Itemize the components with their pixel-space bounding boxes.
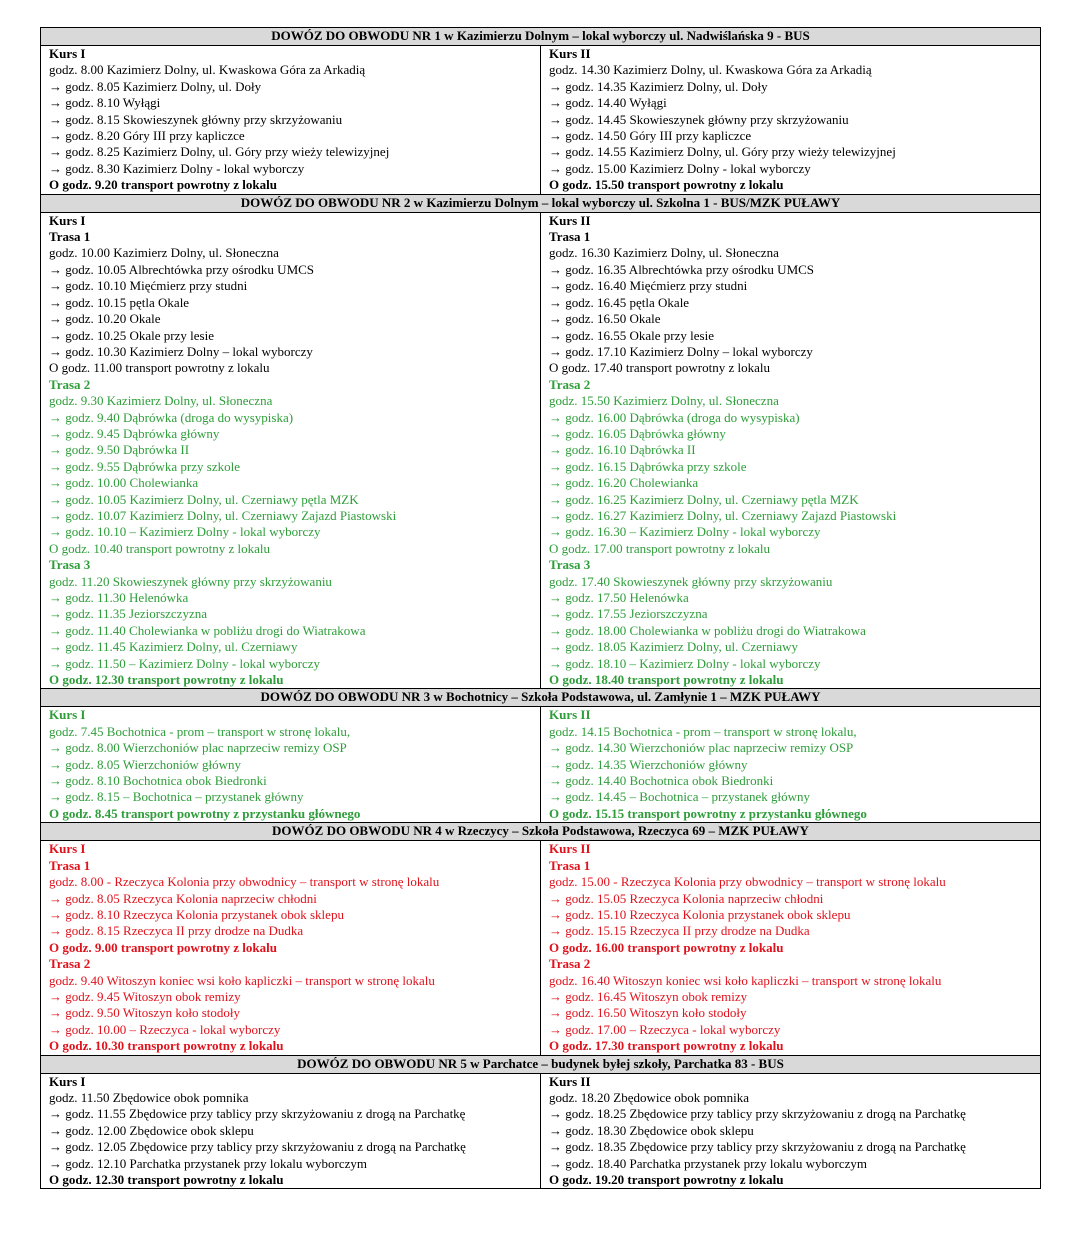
schedule-heading-line: O godz. 18.40 transport powrotny z lokalu — [549, 672, 784, 688]
schedule-stop-line: → godz. 11.45 Kazimierz Dolny, ul. Czerniawy — [49, 639, 298, 655]
schedule-stop-line: → godz. 12.10 Parchatka przystanek przy lokalu wyborczym — [49, 1155, 368, 1171]
schedule-stop-line: → godz. 17.50 Helenówka — [549, 590, 689, 605]
kurs-ii-column — [541, 1073, 1041, 1189]
schedule-stop-line: → godz. 16.30 – Kazimierz Dolny - lokal wyborczy — [549, 524, 821, 540]
route-block — [549, 707, 1032, 822]
schedule-heading-line: Trasa 1 — [549, 857, 591, 873]
schedule-stop-line: → godz. 16.45 Witoszyn obok remizy — [549, 988, 748, 1004]
kurs-i-column — [41, 841, 541, 1055]
schedule-stop-line: → godz. 18.30 Zbędowice obok sklepu — [549, 1122, 754, 1138]
schedule-heading-line: Trasa 1 — [49, 229, 91, 245]
schedule-heading-line: Kurs I — [49, 841, 86, 857]
schedule-document — [40, 27, 1041, 1189]
schedule-stop-line: godz. 11.50 Zbędowice obok pomnika — [49, 1089, 249, 1105]
schedule-heading-line: Trasa 2 — [549, 956, 591, 972]
schedule-stop-line: → godz. 8.10 Rzeczyca Kolonia przystanek obok sklepu — [49, 906, 344, 922]
schedule-stop-line: → godz. 15.15 Rzeczyca II przy drodze na Dudka — [549, 923, 810, 939]
schedule-heading-line: Kurs I — [49, 46, 86, 61]
transport-schedule-table — [40, 27, 1041, 1189]
schedule-stop-line: → godz. 16.35 Albrechtówka przy ośrodku UMCS — [549, 261, 815, 277]
kurs-i-column — [41, 707, 541, 823]
kurs-i-column — [41, 46, 541, 195]
schedule-stop-line: → godz. 8.05 Rzeczyca Kolonia naprzeciw chłodni — [49, 890, 317, 906]
schedule-stop-line: → godz. 17.10 Kazimierz Dolny – lokal wyborczy — [549, 343, 813, 359]
section-title: DOWÓZ DO OBWODU NR 2 w Kazimierzu Dolnym – lokal wyborczy ul. Szkolna 1 - BUS/MZK PUŁAWY — [41, 194, 1041, 212]
schedule-stop-line: → godz. 14.55 Kazimierz Dolny, ul. Góry przy wieży telewizyjnej — [549, 144, 896, 160]
schedule-heading-line: Kurs I — [49, 707, 86, 723]
schedule-stop-line: → godz. 18.40 Parchatka przystanek przy lokalu wyborczym — [549, 1155, 868, 1171]
schedule-stop-line: → godz. 14.35 Wierzchoniów główny — [549, 756, 748, 772]
section-body-row — [41, 1073, 1041, 1189]
schedule-stop-line: → godz. 10.07 Kazimierz Dolny, ul. Czerniawy Zajazd Piastowski — [49, 507, 397, 523]
section-header-row — [41, 28, 1041, 46]
schedule-stop-line: godz. 17.40 Skowieszynek główny przy skrzyżowaniu — [549, 573, 833, 589]
schedule-heading-line: Trasa 1 — [549, 229, 591, 245]
schedule-stop-line: → godz. 10.00 – Rzeczyca - lokal wyborczy — [49, 1021, 281, 1037]
schedule-stop-line: godz. 15.00 - Rzeczyca Kolonia przy obwodnicy – transport w stronę lokalu — [549, 874, 946, 890]
schedule-stop-line: → godz. 16.10 Dąbrówka II — [549, 442, 696, 458]
schedule-stop-line: → godz. 10.05 Kazimierz Dolny, ul. Czerniawy pętla MZK — [49, 491, 359, 507]
route-block — [49, 1074, 532, 1189]
route-block — [549, 213, 1032, 377]
schedule-stop-line: O godz. 17.00 transport powrotny z lokalu — [549, 540, 770, 556]
schedule-stop-line: → godz. 14.30 Wierzchoniów plac naprzeciw remizy OSP — [549, 740, 854, 756]
schedule-stop-line: → godz. 9.40 Dąbrówka (droga do wysypiska) — [49, 409, 294, 425]
section-header-row — [41, 823, 1041, 841]
schedule-stop-line: → godz. 16.45 pętla Okale — [549, 294, 690, 310]
schedule-stop-line: → godz. 14.50 Góry III przy kapliczce — [549, 128, 752, 144]
schedule-stop-line: → godz. 8.10 Wyłągi — [49, 95, 161, 111]
section-header-row — [41, 1055, 1041, 1073]
schedule-heading-line: O godz. 16.00 transport powrotny z lokalu — [549, 939, 784, 955]
schedule-stop-line: O godz. 17.40 transport powrotny z lokalu — [549, 360, 770, 376]
schedule-heading-line: Trasa 2 — [549, 376, 591, 392]
kurs-ii-column — [541, 46, 1041, 195]
schedule-stop-line: → godz. 15.10 Rzeczyca Kolonia przystanek obok sklepu — [549, 906, 851, 922]
kurs-i-column — [41, 212, 541, 689]
schedule-stop-line: → godz. 16.50 Witoszyn koło stodoły — [549, 1005, 747, 1021]
route-block — [549, 377, 1032, 689]
route-block — [49, 213, 532, 377]
schedule-stop-line: → godz. 11.40 Cholewianka w pobliżu drogi do Wiatrakowa — [49, 622, 366, 638]
section-body-row — [41, 707, 1041, 823]
schedule-stop-line: → godz. 18.10 – Kazimierz Dolny - lokal wyborczy — [549, 655, 821, 671]
schedule-heading-line: Kurs II — [549, 707, 591, 723]
schedule-stop-line: → godz. 10.00 Cholewianka — [49, 475, 199, 491]
section-header-row — [41, 689, 1041, 707]
schedule-heading-line: O godz. 8.45 transport powrotny z przystanku głównego — [49, 805, 361, 821]
schedule-heading-line: Trasa 1 — [49, 857, 91, 873]
schedule-stop-line: godz. 11.20 Skowieszynek główny przy skrzyżowaniu — [49, 573, 332, 589]
schedule-stop-line: godz. 16.30 Kazimierz Dolny, ul. Słoneczna — [549, 245, 779, 261]
schedule-stop-line: → godz. 18.00 Cholewianka w pobliżu drogi do Wiatrakowa — [549, 622, 866, 638]
schedule-stop-line: → godz. 14.40 Bochotnica obok Biedronki — [549, 773, 774, 789]
schedule-stop-line: → godz. 11.55 Zbędowice przy tablicy przy skrzyżowaniu z drogą na Parchatkę — [49, 1106, 466, 1122]
schedule-stop-line: → godz. 16.27 Kazimierz Dolny, ul. Czerniawy Zajazd Piastowski — [549, 507, 897, 523]
section-title: DOWÓZ DO OBWODU NR 4 w Rzeczycy – Szkoła Podstawowa, Rzeczyca 69 – MZK PUŁAWY — [41, 823, 1041, 841]
schedule-heading-line: O godz. 9.20 transport powrotny z lokalu — [49, 177, 277, 193]
schedule-stop-line: → godz. 17.00 – Rzeczyca - lokal wyborczy — [549, 1021, 781, 1037]
schedule-heading-line: Kurs II — [549, 1073, 591, 1089]
schedule-stop-line: → godz. 12.00 Zbędowice obok sklepu — [49, 1122, 254, 1138]
schedule-stop-line: → godz. 10.10 Mięćmierz przy studni — [49, 278, 248, 294]
schedule-stop-line: → godz. 8.10 Bochotnica obok Biedronki — [49, 773, 267, 789]
route-block — [549, 841, 1032, 1054]
schedule-stop-line: → godz. 9.45 Dąbrówka główny — [49, 425, 220, 441]
schedule-stop-line: → godz. 11.30 Helenówka — [49, 590, 189, 605]
schedule-heading-line: O godz. 17.30 transport powrotny z lokalu — [549, 1038, 784, 1054]
section-body-row — [41, 841, 1041, 1055]
schedule-stop-line: → godz. 12.05 Zbędowice przy tablicy przy skrzyżowaniu z drogą na Parchatkę — [49, 1139, 466, 1155]
schedule-stop-line: godz. 18.20 Zbędowice obok pomnika — [549, 1089, 750, 1105]
schedule-heading-line: O godz. 9.00 transport powrotny z lokalu — [49, 939, 277, 955]
route-block — [49, 377, 532, 689]
schedule-stop-line: → godz. 15.00 Kazimierz Dolny - lokal wyborczy — [549, 160, 811, 176]
schedule-stop-line: → godz. 14.45 Skowieszynek główny przy skrzyżowaniu — [549, 111, 849, 127]
schedule-stop-line: godz. 14.15 Bochotnica - prom – transport w stronę lokalu, — [549, 723, 857, 739]
kurs-i-column — [41, 1073, 541, 1189]
section-body-row — [41, 46, 1041, 195]
schedule-stop-line: → godz. 16.55 Okale przy lesie — [549, 327, 714, 343]
schedule-stop-line: → godz. 8.15 Skowieszynek główny przy skrzyżowaniu — [49, 111, 343, 127]
schedule-stop-line: → godz. 9.55 Dąbrówka przy szkole — [49, 458, 240, 474]
route-block — [49, 707, 532, 822]
route-block — [49, 841, 532, 1054]
schedule-heading-line: Trasa 2 — [49, 956, 91, 972]
schedule-stop-line: → godz. 8.05 Wierzchoniów główny — [49, 756, 242, 772]
schedule-stop-line: → godz. 10.30 Kazimierz Dolny – lokal wyborczy — [49, 343, 313, 359]
schedule-stop-line: → godz. 8.25 Kazimierz Dolny, ul. Góry przy wieży telewizyjnej — [49, 144, 390, 160]
section-body-row — [41, 212, 1041, 689]
schedule-stop-line: → godz. 11.35 Jeziorszczyzna — [49, 606, 207, 622]
route-block — [549, 1074, 1032, 1189]
schedule-stop-line: → godz. 10.20 Okale — [49, 311, 161, 327]
route-block — [549, 46, 1032, 194]
schedule-stop-line: → godz. 8.15 – Bochotnica – przystanek główny — [49, 789, 304, 805]
schedule-heading-line: O godz. 12.30 transport powrotny z lokalu — [49, 672, 284, 688]
schedule-stop-line: → godz. 9.50 Dąbrówka II — [49, 442, 190, 458]
schedule-stop-line: → godz. 8.30 Kazimierz Dolny - lokal wyborczy — [49, 160, 305, 176]
schedule-heading-line: Trasa 3 — [549, 557, 591, 573]
schedule-stop-line: godz. 8.00 Kazimierz Dolny, ul. Kwaskowa Góra za Arkadią — [49, 62, 366, 78]
schedule-heading-line: O godz. 15.50 transport powrotny z lokalu — [549, 177, 784, 193]
schedule-stop-line: → godz. 15.05 Rzeczyca Kolonia naprzeciw chłodni — [549, 890, 824, 906]
schedule-stop-line: → godz. 17.55 Jeziorszczyzna — [549, 606, 708, 622]
section-title: DOWÓZ DO OBWODU NR 3 w Bochotnicy – Szkoła Podstawowa, ul. Zamłynie 1 – MZK PUŁAWY — [41, 689, 1041, 707]
schedule-stop-line: godz. 7.45 Bochotnica - prom – transport w stronę lokalu, — [49, 723, 351, 739]
section-title: DOWÓZ DO OBWODU NR 5 w Parchatce – budynek byłej szkoły, Parchatka 83 - BUS — [41, 1055, 1041, 1073]
schedule-stop-line: → godz. 16.50 Okale — [549, 311, 661, 327]
schedule-stop-line: → godz. 16.05 Dąbrówka główny — [549, 425, 726, 441]
schedule-heading-line: Kurs I — [49, 1073, 86, 1089]
section-header-row — [41, 194, 1041, 212]
schedule-stop-line: godz. 9.40 Witoszyn koniec wsi koło kapliczki – transport w stronę lokalu — [49, 972, 435, 988]
kurs-ii-column — [541, 212, 1041, 689]
schedule-heading-line: Trasa 2 — [49, 376, 91, 392]
schedule-stop-line: godz. 16.40 Witoszyn koniec wsi koło kapliczki – transport w stronę lokalu — [549, 972, 942, 988]
section-title: DOWÓZ DO OBWODU NR 1 w Kazimierzu Dolnym – lokal wyborczy ul. Nadwiślańska 9 - BUS — [41, 28, 1041, 46]
schedule-heading-line: Kurs II — [549, 46, 591, 61]
kurs-ii-column — [541, 707, 1041, 823]
schedule-heading-line: Kurs II — [549, 212, 591, 228]
schedule-heading-line: Trasa 3 — [49, 557, 91, 573]
schedule-stop-line: godz. 15.50 Kazimierz Dolny, ul. Słoneczna — [549, 393, 779, 409]
schedule-stop-line: → godz. 14.35 Kazimierz Dolny, ul. Doły — [549, 78, 768, 94]
schedule-stop-line: godz. 14.30 Kazimierz Dolny, ul. Kwaskowa Góra za Arkadią — [549, 62, 872, 78]
route-block — [49, 46, 532, 194]
schedule-heading-line: O godz. 19.20 transport powrotny z lokalu — [549, 1172, 784, 1187]
schedule-stop-line: → godz. 18.25 Zbędowice przy tablicy przy skrzyżowaniu z drogą na Parchatkę — [549, 1106, 966, 1122]
schedule-stop-line: → godz. 8.20 Góry III przy kapliczce — [49, 128, 245, 144]
schedule-stop-line: → godz. 16.15 Dąbrówka przy szkole — [549, 458, 747, 474]
schedule-stop-line: → godz. 9.50 Witoszyn koło stodoły — [49, 1005, 240, 1021]
schedule-stop-line: godz. 10.00 Kazimierz Dolny, ul. Słoneczna — [49, 245, 279, 261]
schedule-stop-line: O godz. 11.00 transport powrotny z lokalu — [49, 360, 270, 376]
schedule-stop-line: → godz. 10.15 pętla Okale — [49, 294, 190, 310]
schedule-stop-line: → godz. 14.40 Wyłągi — [549, 95, 667, 111]
schedule-stop-line: → godz. 9.45 Witoszyn obok remizy — [49, 988, 241, 1004]
schedule-stop-line: → godz. 10.05 Albrechtówka przy ośrodku UMCS — [49, 261, 315, 277]
schedule-heading-line: O godz. 15.15 transport powrotny z przystanku głównego — [549, 805, 867, 821]
schedule-stop-line: → godz. 10.25 Okale przy lesie — [49, 327, 214, 343]
schedule-stop-line: → godz. 18.35 Zbędowice przy tablicy przy skrzyżowaniu z drogą na Parchatkę — [549, 1139, 966, 1155]
schedule-stop-line: godz. 8.00 - Rzeczyca Kolonia przy obwodnicy – transport w stronę lokalu — [49, 874, 440, 890]
schedule-stop-line: → godz. 14.45 – Bochotnica – przystanek główny — [549, 789, 811, 805]
schedule-stop-line: O godz. 10.40 transport powrotny z lokalu — [49, 540, 270, 556]
schedule-stop-line: → godz. 16.00 Dąbrówka (droga do wysypiska) — [549, 409, 800, 425]
schedule-stop-line: → godz. 16.20 Cholewianka — [549, 475, 699, 491]
schedule-stop-line: → godz. 11.50 – Kazimierz Dolny - lokal wyborczy — [49, 655, 321, 671]
schedule-stop-line: → godz. 10.10 – Kazimierz Dolny - lokal wyborczy — [49, 524, 321, 540]
schedule-heading-line: O godz. 10.30 transport powrotny z lokalu — [49, 1038, 284, 1054]
schedule-stop-line: godz. 9.30 Kazimierz Dolny, ul. Słoneczna — [49, 393, 273, 409]
schedule-stop-line: → godz. 16.40 Mięćmierz przy studni — [549, 278, 748, 294]
schedule-stop-line: → godz. 8.15 Rzeczyca II przy drodze na Dudka — [49, 923, 304, 939]
schedule-stop-line: → godz. 8.05 Kazimierz Dolny, ul. Doły — [49, 78, 262, 94]
schedule-stop-line: → godz. 16.25 Kazimierz Dolny, ul. Czerniawy pętla MZK — [549, 491, 859, 507]
schedule-stop-line: → godz. 18.05 Kazimierz Dolny, ul. Czerniawy — [549, 639, 798, 655]
schedule-heading-line: O godz. 12.30 transport powrotny z lokalu — [49, 1172, 284, 1187]
schedule-stop-line: → godz. 8.00 Wierzchoniów plac naprzeciw remizy OSP — [49, 740, 347, 756]
schedule-heading-line: Kurs I — [49, 212, 86, 228]
kurs-ii-column — [541, 841, 1041, 1055]
schedule-heading-line: Kurs II — [549, 841, 591, 857]
